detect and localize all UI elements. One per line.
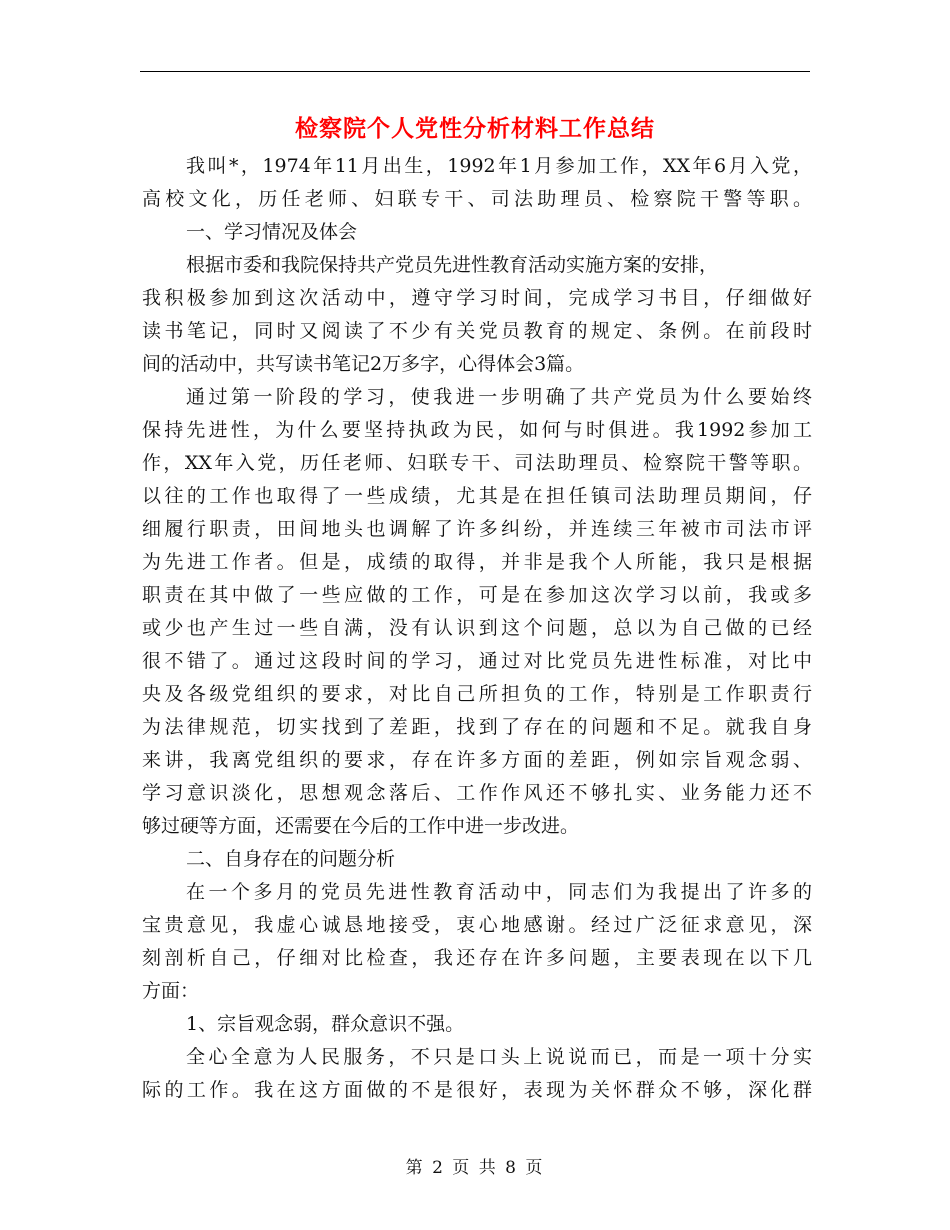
body-line: 二、自身存在的问题分析 (186, 848, 396, 870)
body-line: 高校文化，历任老师、妇联专干、司法助理员、检察院干警等职。 (142, 188, 812, 210)
body-line: 职责在其中做了一些应做的工作，可是在参加这次学习以前，我或多 (142, 584, 812, 606)
body-line: 保持先进性，为什么要坚持执政为民，如何与时俱进。我1992参加工 (142, 419, 812, 441)
body-line: 宝贵意见，我虚心诚恳地接受，衷心地感谢。经过广泛征求意见，深 (142, 914, 812, 936)
body-line: 一、学习情况及体会 (186, 221, 358, 243)
body-line: 为法律规范，切实找到了差距，找到了存在的问题和不足。就我自身 (142, 716, 812, 738)
page-number-footer: 第 2 页 共 8 页 (405, 1158, 545, 1178)
body-line: 刻剖析自己，仔细对比检查，我还存在许多问题，主要表现在以下几 (142, 947, 812, 969)
body-line: 际的工作。我在这方面做的不是很好，表现为关怀群众不够，深化群 (142, 1079, 812, 1101)
body-line: 作，XX年入党，历任老师、妇联专干、司法助理员、检察院干警等职。 (142, 452, 812, 474)
body-line: 读书笔记，同时又阅读了不少有关党员教育的规定、条例。在前段时 (142, 320, 812, 342)
header-rule (140, 71, 810, 72)
document-title: 检察院个人党性分析材料工作总结 (295, 115, 655, 142)
body-line: 来讲，我离党组织的要求，存在许多方面的差距，例如宗旨观念弱、 (142, 749, 812, 771)
body-line: 以往的工作也取得了一些成绩，尤其是在担任镇司法助理员期间，仔 (142, 485, 812, 507)
body-line: 在一个多月的党员先进性教育活动中，同志们为我提出了许多的 (186, 881, 812, 903)
body-line: 全心全意为人民服务，不只是口头上说说而已，而是一项十分实 (186, 1046, 812, 1068)
body-line: 细履行职责，田间地头也调解了许多纠纷，并连续三年被市司法市评 (142, 518, 812, 540)
body-line: 为先进工作者。但是，成绩的取得，并非是我个人所能，我只是根据 (142, 551, 812, 573)
body-line: 根据市委和我院保持共产党员先进性教育活动实施方案的安排， (186, 254, 719, 276)
body-line: 我叫*，1974年11月出生，1992年1月参加工作，XX年6月入党， (186, 155, 812, 177)
body-line: 学习意识淡化，思想观念落后、工作作风还不够扎实、业务能力还不 (142, 782, 812, 804)
body-line: 通过第一阶段的学习，使我进一步明确了共产党员为什么要始终 (186, 386, 812, 408)
body-line: 很不错了。通过这段时间的学习，通过对比党员先进性标准，对比中 (142, 650, 812, 672)
body-line: 我积极参加到这次活动中，遵守学习时间，完成学习书目，仔细做好 (142, 287, 812, 309)
document-body (142, 150, 812, 1107)
body-line: 够过硬等方面，还需要在今后的工作中进一步改进。 (142, 815, 580, 837)
body-line: 方面： (142, 980, 200, 1002)
body-line: 央及各级党组织的要求，对比自己所担负的工作，特别是工作职责行 (142, 683, 812, 705)
body-line: 或少也产生过一些自满，没有认识到这个问题，总以为自己做的已经 (142, 617, 812, 639)
body-line: 1、宗旨观念弱，群众意识不强。 (186, 1013, 465, 1035)
body-line: 间的活动中，共写读书笔记2万多字，心得体会3篇。 (142, 353, 585, 375)
